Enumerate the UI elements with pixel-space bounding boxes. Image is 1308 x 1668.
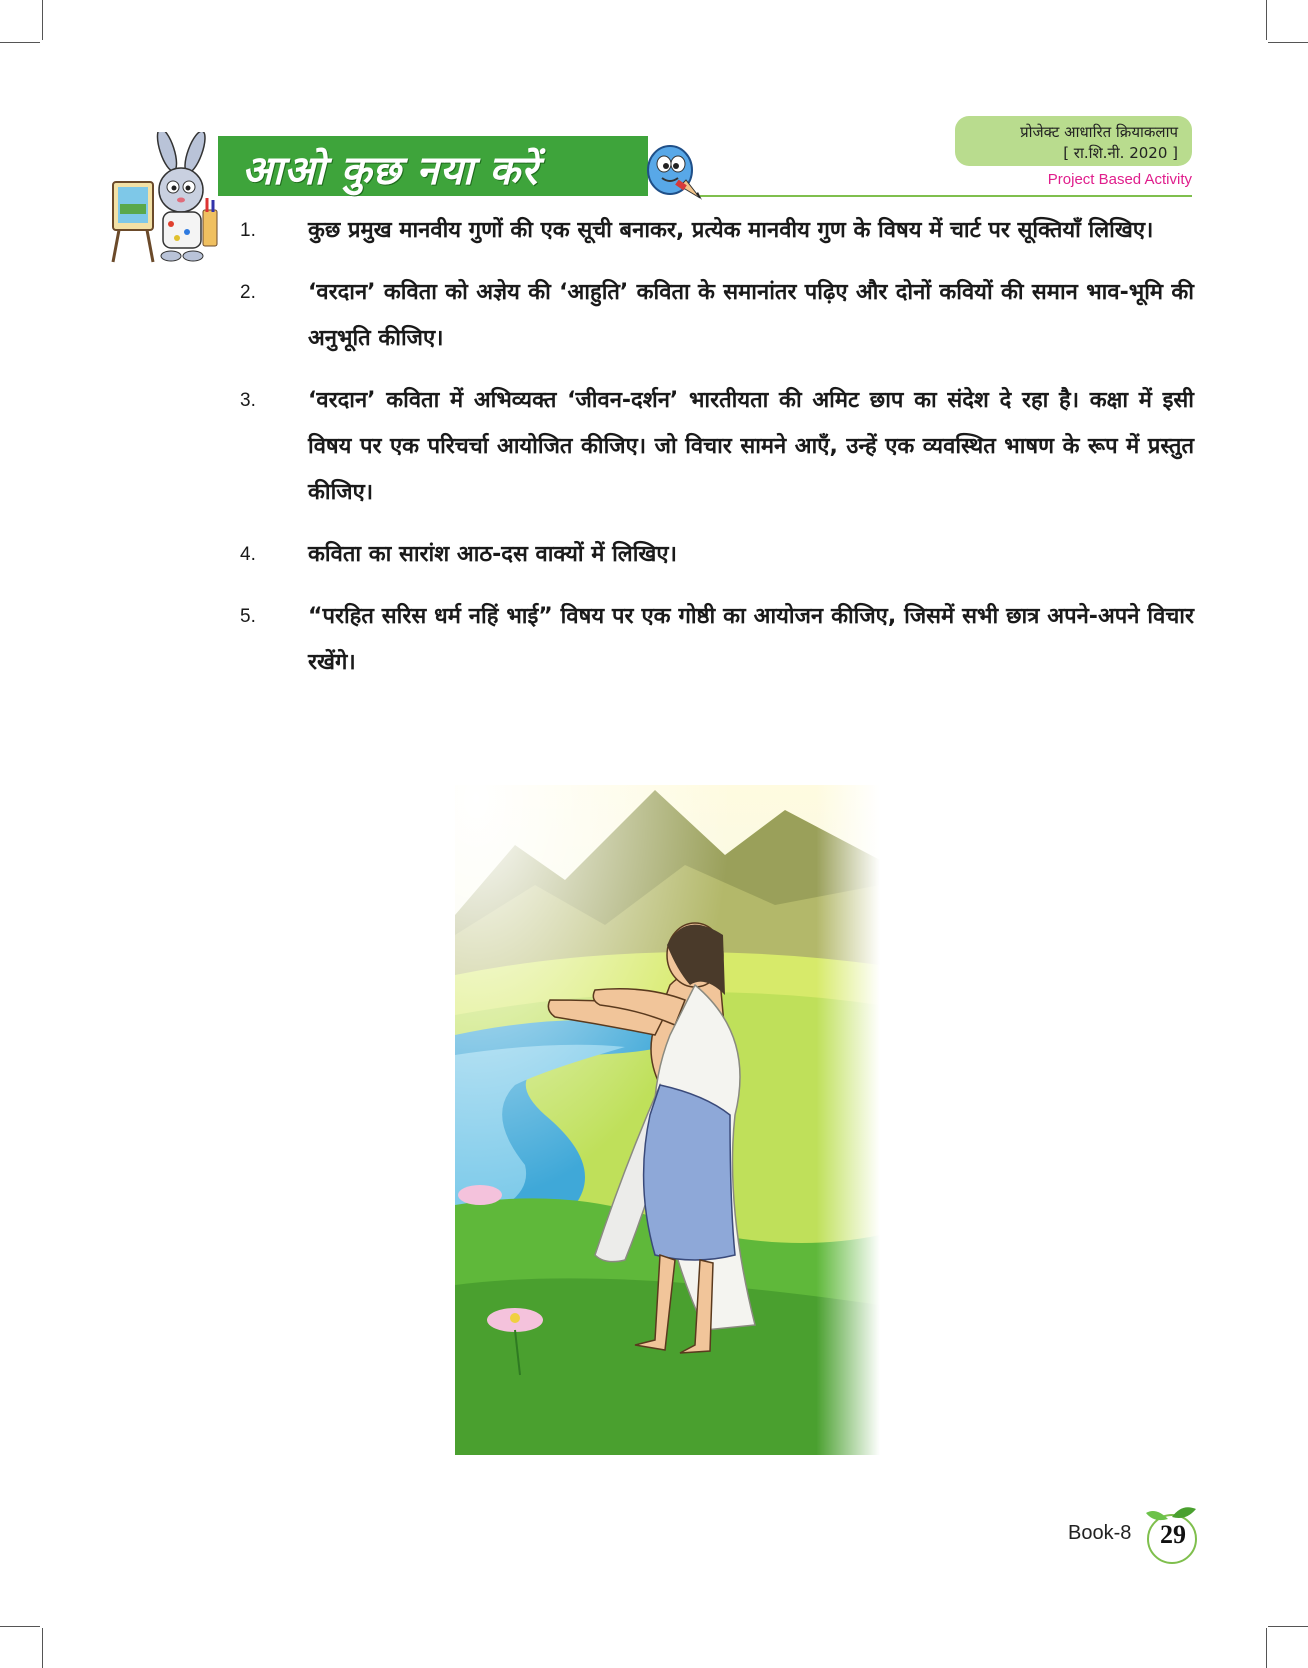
activity-item	[232, 208, 1194, 254]
crop-mark	[0, 1626, 40, 1627]
page-number: 29	[1160, 1520, 1186, 1549]
activity-item	[232, 270, 1194, 362]
pencil-character-illustration	[640, 140, 710, 204]
activity-number: 4.	[240, 544, 256, 565]
activity-item	[232, 532, 1194, 578]
activity-item	[232, 378, 1194, 516]
crop-mark	[1266, 1628, 1267, 1668]
header-divider	[700, 195, 1192, 197]
activity-number: 1.	[240, 220, 256, 241]
man-praying-to-sun-illustration	[455, 785, 880, 1455]
activity-text: “परहित सरिस धर्म नहिं भाई” विषय पर एक गोष्ठी का आयोजन कीजिए, जिसमें सभी छात्र अपने-अपने विचार रखेंगे।	[308, 604, 1194, 675]
project-tag-hindi: प्रोजेक्ट आधारित क्रियाकलाप	[1020, 123, 1178, 141]
project-tag	[955, 116, 1192, 166]
project-tag-reference: [ रा.शि.नी. 2020 ]	[1063, 144, 1178, 162]
crop-mark	[1266, 0, 1267, 40]
activity-text: कविता का सारांश आठ-दस वाक्यों में लिखिए।	[308, 542, 677, 567]
activity-number: 5.	[240, 606, 256, 627]
crop-mark	[42, 1628, 43, 1668]
activity-list	[232, 208, 1194, 702]
activity-item	[232, 594, 1194, 686]
crop-mark	[1268, 42, 1308, 43]
crop-mark	[0, 42, 40, 43]
crop-mark	[1268, 1626, 1308, 1627]
rabbit-painter-illustration	[105, 132, 225, 272]
book-label: Book-8	[1068, 1522, 1132, 1544]
activity-number: 3.	[240, 390, 256, 411]
project-tag-english: Project Based Activity	[1047, 171, 1192, 188]
activity-text: ‘वरदान’ कविता में अभिव्यक्त ‘जीवन-दर्शन’ भारतीयता की अमिट छाप का संदेश दे रहा है। कक्षा में इसी विषय पर एक परिचर्चा आयोजित कीजिए। जो विचार सामने आएँ, उन्हें एक व्यवस्थित भाषण के रूप में प्रस्तुत कीजिए।	[308, 388, 1194, 505]
activity-text: ‘वरदान’ कविता को अज्ञेय की ‘आहुति’ कविता के समानांतर पढ़िए और दोनों कवियों की समान भाव-भूमि की अनुभूति कीजिए।	[308, 280, 1194, 351]
crop-mark	[42, 0, 43, 40]
activity-text: कुछ प्रमुख मानवीय गुणों की एक सूची बनाकर, प्रत्येक मानवीय गुण के विषय में चार्ट पर सूक्तियाँ लिखिए।	[308, 218, 1154, 243]
section-title: आओ कुछ नया करें	[242, 148, 539, 194]
activity-number: 2.	[240, 282, 256, 303]
